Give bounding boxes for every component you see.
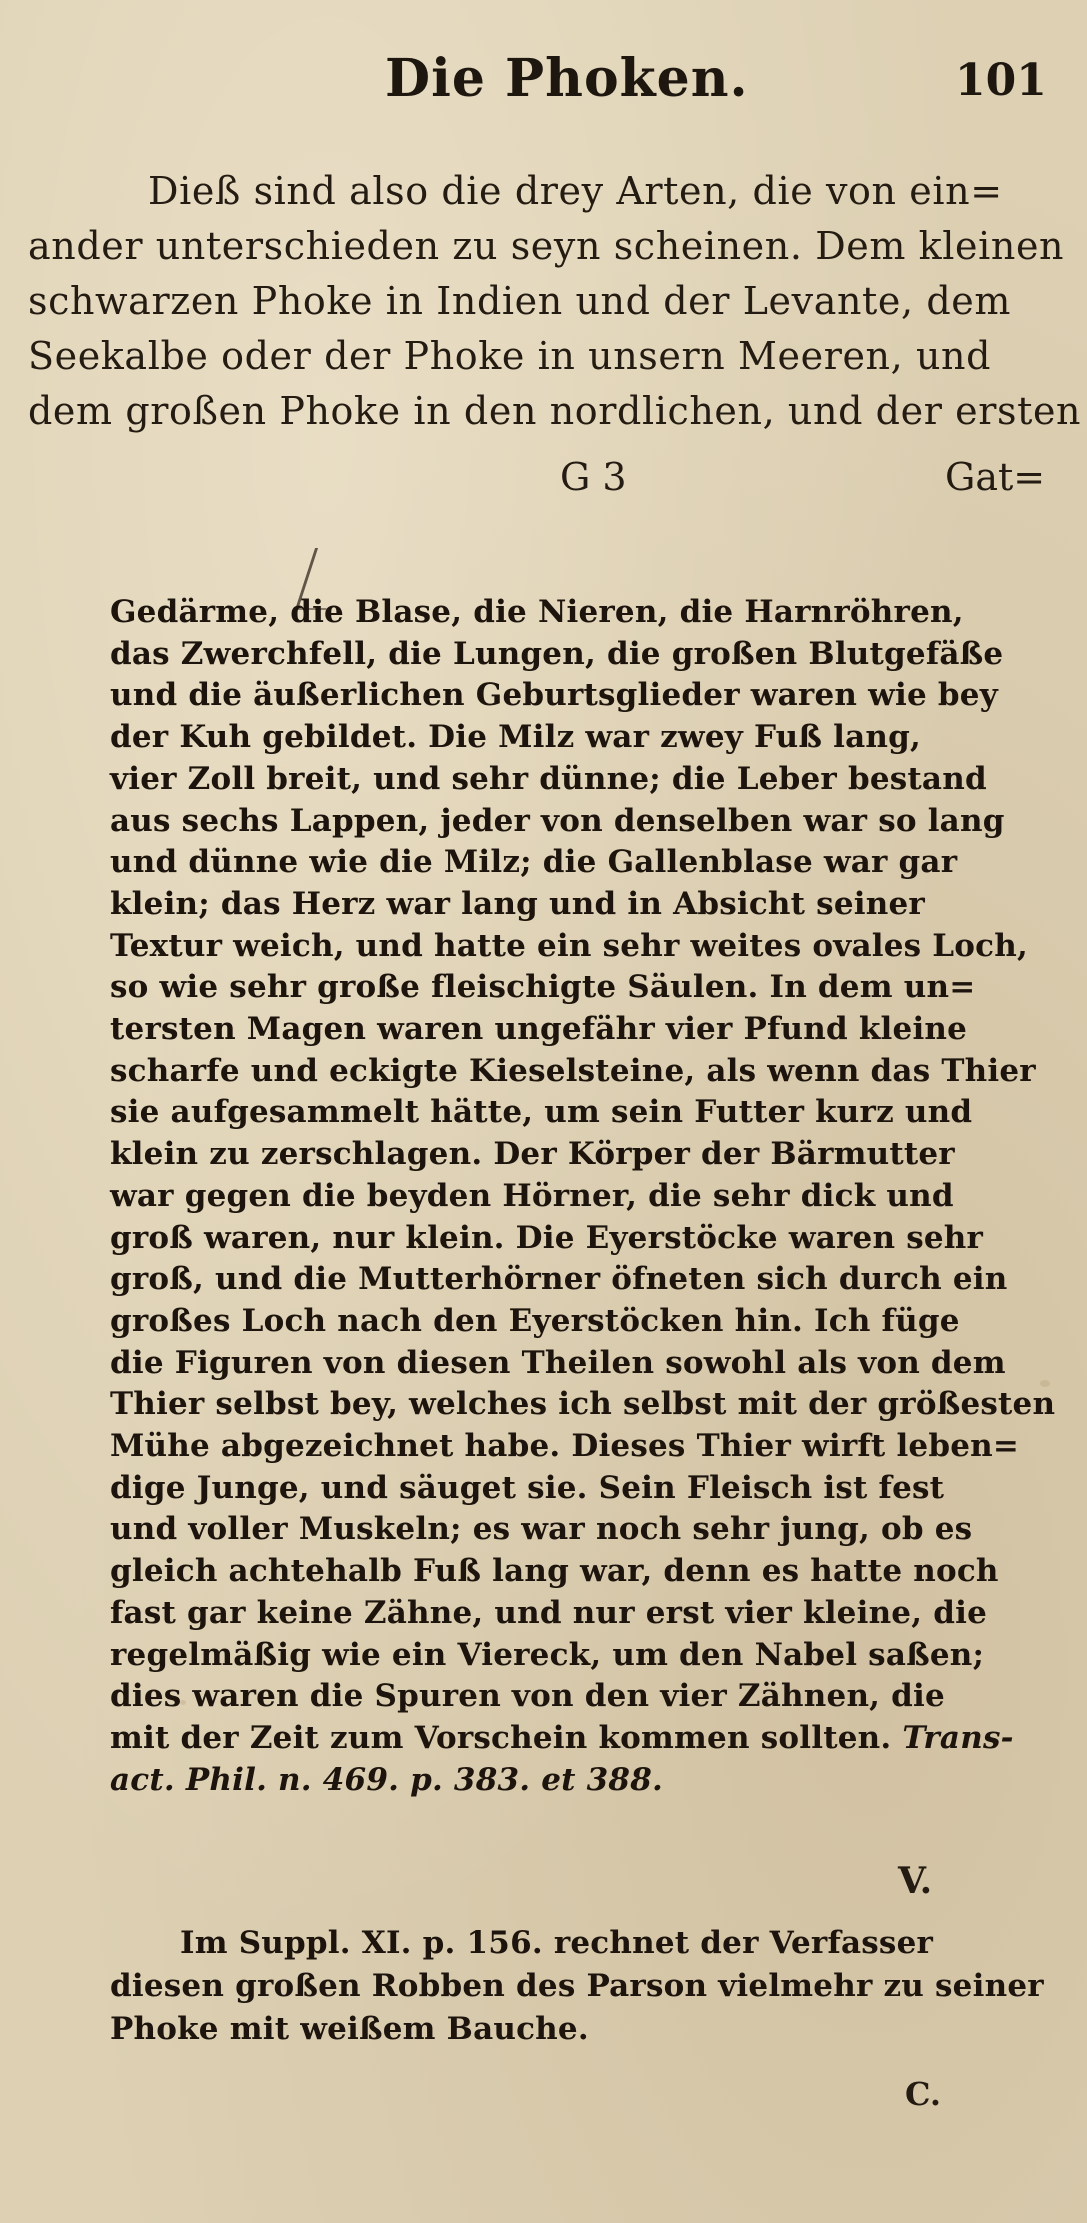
text-line: scharfe und eckigte Kieselsteine, als wenn das Thier (110, 1052, 1036, 1089)
citation-start: Trans- (902, 1719, 1014, 1756)
text-line: das Zwerchfell, die Lungen, die großen Blutgefäße (110, 635, 1004, 672)
text-line: und dünne wie die Milz; die Gallenblase war gar (110, 844, 958, 881)
text-line: schwarzen Phoke in Indien und der Levante, dem (28, 279, 1011, 323)
text-line: groß waren, nur klein. Die Eyerstöcke waren sehr (110, 1219, 984, 1256)
text-line-with-citation (110, 1718, 1070, 1760)
text-line: und die äußerlichen Geburtsglieder waren wie bey (110, 677, 998, 714)
text-line: gleich achtehalb Fuß lang war, denn es hatte noch (110, 1553, 999, 1590)
text-line: fast gar keine Zähne, und nur erst vier kleine, die (110, 1594, 987, 1631)
text-line: Dieß sind also die drey Arten, die von ein= (148, 169, 1003, 213)
text-line: war gegen die beyden Hörner, die sehr dick und (110, 1177, 954, 1214)
text-line: Textur weich, und hatte ein sehr weites ovales Loch, (110, 927, 1028, 964)
citation-text: act. Phil. n. 469. p. 383. et 388. (110, 1761, 663, 1798)
text-line: aus sechs Lappen, jeder von denselben war so lang (110, 802, 1005, 839)
text-line: der Kuh gebildet. Die Milz war zwey Fuß lang, (110, 719, 921, 756)
running-head: Die Phoken. (385, 48, 749, 109)
text-line: Im Suppl. XI. p. 156. rechnet der Verfasser (180, 1925, 934, 1961)
text-line: vier Zoll breit, und sehr dünne; die Leber bestand (110, 760, 987, 797)
text-line: diesen großen Robben des Parson vielmehr zu seiner (110, 1968, 1044, 2004)
text-line: Seekalbe oder der Phoke in unsern Meeren, und (28, 334, 992, 378)
text-line: Thier selbst bey, welches ich selbst mit der größesten (110, 1386, 1056, 1423)
catchword: Gat= (945, 455, 1046, 499)
supplement-note (110, 1922, 1070, 2051)
text-line: klein; das Herz war lang und in Absicht seiner (110, 885, 925, 922)
text-line: Mühe abgezeichnet habe. Dieses Thier wirft leben= (110, 1428, 1020, 1465)
text-line: Phoke mit weißem Bauche. (110, 2011, 589, 2047)
text-line: sie aufgesammelt hätte, um sein Futter kurz und (110, 1094, 973, 1131)
text-line: tersten Magen waren ungefähr vier Pfund kleine (110, 1011, 968, 1048)
text-line: mit der Zeit zum Vorschein kommen sollten. (110, 1719, 892, 1756)
text-line: klein zu zerschlagen. Der Körper der Bärmutter (110, 1136, 955, 1173)
section-marker: V. (898, 1860, 933, 1902)
text-line: dies waren die Spuren von den vier Zähnen, die (110, 1678, 945, 1715)
signature-mark: G 3 (560, 455, 627, 499)
section-marker: C. (905, 2075, 942, 2113)
text-line: ander unterschieden zu seyn scheinen. Dem kleinen (28, 224, 1065, 268)
text-line: dem großen Phoke in den nordlichen, und der ersten (28, 389, 1082, 433)
citation-line (110, 1760, 1070, 1802)
text-line: die Figuren von diesen Theilen sowohl als von dem (110, 1344, 1006, 1381)
text-line: und voller Muskeln; es war noch sehr jung, ob es (110, 1511, 973, 1548)
lower-paragraph (110, 592, 1070, 1801)
text-line: großes Loch nach den Eyerstöcken hin. Ich füge (110, 1302, 960, 1339)
text-line: Gedärme, die Blase, die Nieren, die Harnröhren, (110, 594, 964, 630)
text-line: groß, und die Mutterhörner öfneten sich durch ein (110, 1261, 1008, 1298)
upper-paragraph (28, 164, 1082, 439)
text-line: so wie sehr große fleischigte Säulen. In dem un= (110, 969, 976, 1006)
text-line: dige Junge, und säuget sie. Sein Fleisch ist fest (110, 1469, 945, 1506)
text-line: regelmäßig wie ein Viereck, um den Nabel saßen; (110, 1636, 985, 1673)
page-number: 101 (955, 55, 1047, 106)
